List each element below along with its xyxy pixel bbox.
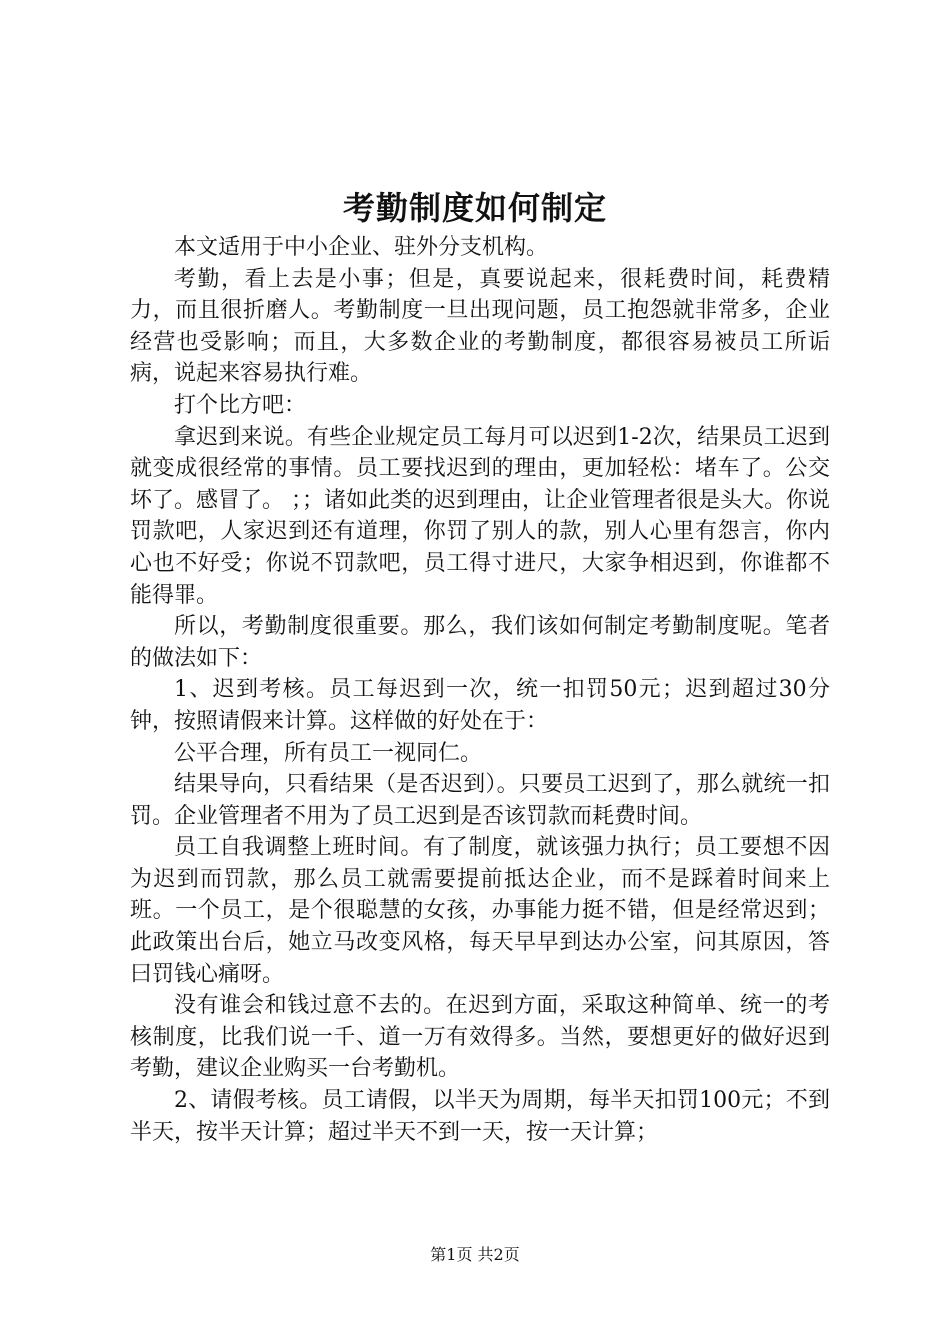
document-title: 考勤制度如何制定	[342, 189, 607, 227]
paragraph: 本文适用于中小企业、驻外分支机构。	[174, 235, 549, 260]
paragraph: 公平合理，所有员工一视同仁。	[174, 740, 483, 766]
paragraph: 拿迟到来说。有些企业规定员工每月可以迟到1-2次，结果员工迟到就变成很经常的事情。员工要找迟到的理由，更加轻松：堵车了。公交坏了。感冒了。 ；；诸如此类的迟到理由，让企业管理者很是头大。你说罚款吧，人家迟到还有道理，你罚了别人的款，别人心里有怨言，你内心也不好受；你说不罚款吧，员工得寸进尺，大家争相迟到，你谁都不能得罪。	[130, 424, 830, 608]
paragraph: 考勤，看上去是小事；但是，真要说起来，很耗费时间，耗费精力，而且很折磨人。考勤制度一旦出现问题，员工抱怨就非常多，企业经营也受影响；而且，大多数企业的考勤制度，都很容易被员工所诟病，说起来容易执行难。	[130, 266, 830, 387]
paragraph: 打个比方吧：	[174, 392, 307, 418]
paragraph: 2、请假考核。员工请假，以半天为周期，每半天扣罚100元；不到半天，按半天计算；超过半天不到一天，按一天计算；	[130, 1088, 830, 1145]
paragraph: 1、迟到考核。员工每迟到一次，统一扣罚50元；迟到超过30分钟，按照请假来计算。这样做的好处在于：	[130, 677, 830, 734]
document-body	[130, 232, 830, 1148]
paragraph: 员工自我调整上班时间。有了制度，就该强力执行；员工要想不因为迟到而罚款，那么员工就需要提前抵达企业，而不是踩着时间来上班。一个员工，是个很聪慧的女孩，办事能力挺不错，但是经常迟到；此政策出台后，她立马改变风格，每天早早到达办公室，问其原因，答曰罚钱心痛呀。	[130, 835, 830, 987]
paragraph: 没有谁会和钱过意不去的。在迟到方面，采取这种简单、统一的考核制度，比我们说一千、道一万有效得多。当然，要想更好的做好迟到考勤，建议企业购买一台考勤机。	[130, 993, 830, 1082]
page-number-footer: 第1页 共2页	[430, 1245, 520, 1264]
paragraph: 结果导向，只看结果（是否迟到）。只要员工迟到了，那么就统一扣罚。企业管理者不用为了员工迟到是否该罚款而耗费时间。	[130, 772, 830, 829]
paragraph: 所以，考勤制度很重要。那么，我们该如何制定考勤制度呢。笔者的做法如下：	[130, 614, 830, 671]
